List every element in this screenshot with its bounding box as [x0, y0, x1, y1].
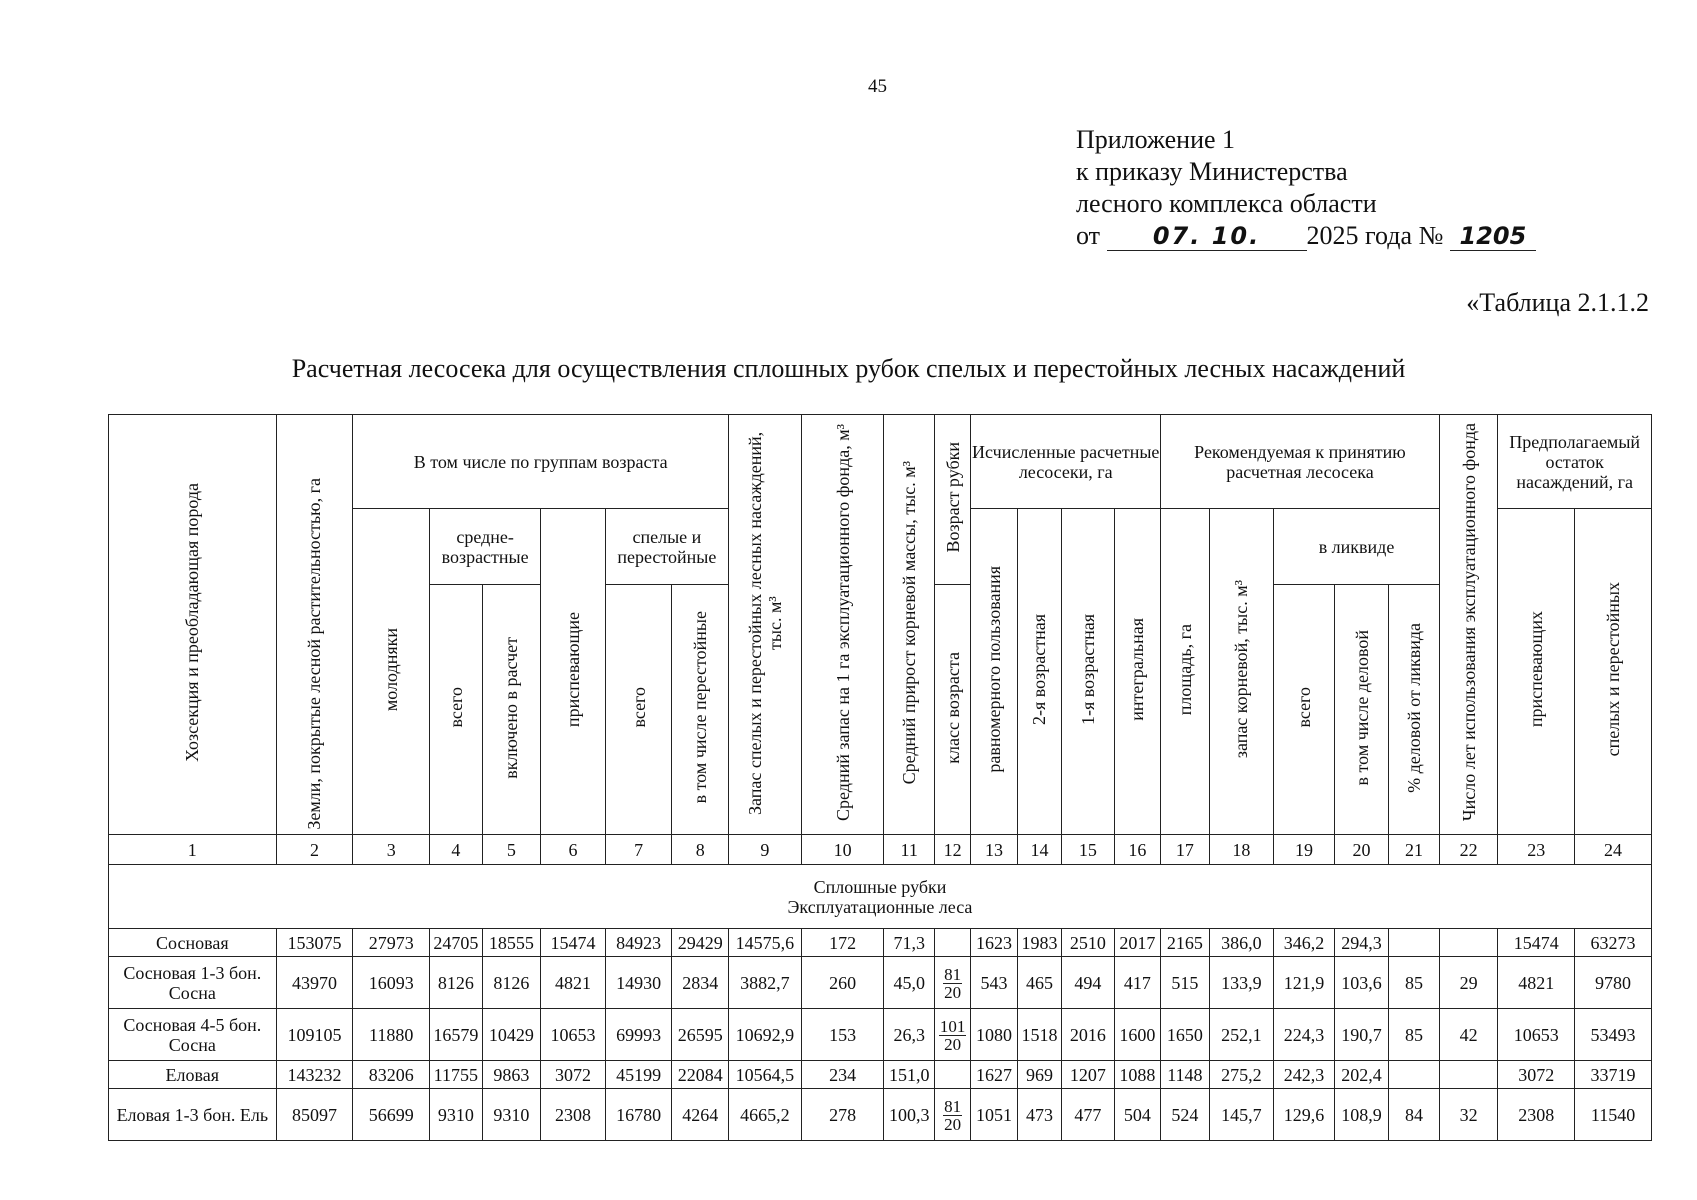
- table-cell: 477: [1062, 1089, 1115, 1141]
- table-cell: [1389, 1061, 1439, 1089]
- column-number: 22: [1439, 835, 1498, 865]
- column-number: 6: [541, 835, 606, 865]
- column-number: 21: [1389, 835, 1439, 865]
- page-number: 45: [868, 76, 887, 97]
- table-cell: 11880: [353, 1009, 430, 1061]
- column-number: 4: [430, 835, 483, 865]
- table-cell: 1600: [1114, 1009, 1160, 1061]
- table-row: [109, 957, 1652, 1009]
- row-name: Сосновая 1-3 бон. Сосна: [109, 957, 277, 1009]
- table-cell: [1439, 929, 1498, 957]
- col-header-20: в том числе деловой: [1334, 585, 1389, 835]
- column-number: 13: [971, 835, 1017, 865]
- column-number: 14: [1017, 835, 1061, 865]
- table-cell: 494: [1062, 957, 1115, 1009]
- col-header-16: интегральная: [1114, 509, 1160, 835]
- table-cell: 14930: [605, 957, 672, 1009]
- table-cell: 133,9: [1209, 957, 1274, 1009]
- table-cell: 10429: [482, 1009, 541, 1061]
- table-cell: 16579: [430, 1009, 483, 1061]
- appendix-block: [1076, 124, 1536, 252]
- age-fraction-top: 81: [944, 965, 962, 984]
- table-cell: 22084: [672, 1061, 729, 1089]
- section-row: [109, 865, 1652, 929]
- age-class-cell: [934, 1089, 970, 1141]
- table-cell: 15474: [541, 929, 606, 957]
- table-cell: 1051: [971, 1089, 1017, 1141]
- table-cell: 543: [971, 957, 1017, 1009]
- table-cell: 84923: [605, 929, 672, 957]
- table-cell: 108,9: [1334, 1089, 1389, 1141]
- table-cell: [1389, 929, 1439, 957]
- age-fraction-bottom: 20: [944, 1115, 962, 1134]
- column-number: 20: [1334, 835, 1389, 865]
- col-header-6: приспевающие: [541, 509, 606, 835]
- table-cell: 10564,5: [729, 1061, 802, 1089]
- age-class-cell: [934, 1061, 970, 1089]
- table-cell: 465: [1017, 957, 1061, 1009]
- table-cell: 252,1: [1209, 1009, 1274, 1061]
- table-cell: 45,0: [884, 957, 934, 1009]
- table-cell: 45199: [605, 1061, 672, 1089]
- table-cell: 11755: [430, 1061, 483, 1089]
- table-cell: 11540: [1575, 1089, 1652, 1141]
- table-cell: 85: [1389, 1009, 1439, 1061]
- table-cell: 4821: [1498, 957, 1575, 1009]
- column-number: 19: [1274, 835, 1335, 865]
- table-cell: 151,0: [884, 1061, 934, 1089]
- row-name: Сосновая: [109, 929, 277, 957]
- header-cut-age: Возраст рубки: [934, 415, 970, 585]
- table-cell: 16780: [605, 1089, 672, 1141]
- col-header-3: молодняки: [353, 509, 430, 835]
- column-number: 10: [801, 835, 884, 865]
- column-number-row: [109, 835, 1652, 865]
- col-header-21: % деловой от ликвида: [1389, 585, 1439, 835]
- table-row: [109, 1089, 1652, 1141]
- row-name: Еловая: [109, 1061, 277, 1089]
- table-cell: 43970: [276, 957, 353, 1009]
- column-number: 7: [605, 835, 672, 865]
- table-cell: 1650: [1161, 1009, 1209, 1061]
- section-line-2: Эксплуатационные леса: [787, 896, 973, 917]
- col-header-18: запас корневой, тыс. м³: [1209, 509, 1274, 835]
- table-cell: 9310: [482, 1089, 541, 1141]
- table-cell: 4264: [672, 1089, 729, 1141]
- table-cell: 1148: [1161, 1061, 1209, 1089]
- table-cell: 172: [801, 929, 884, 957]
- table-cell: 27973: [353, 929, 430, 957]
- table-cell: 2308: [1498, 1089, 1575, 1141]
- table-cell: 1627: [971, 1061, 1017, 1089]
- table-cell: 153: [801, 1009, 884, 1061]
- table-cell: 224,3: [1274, 1009, 1335, 1061]
- age-fraction-bottom: 20: [944, 983, 962, 1002]
- row-name: Еловая 1-3 бон. Ель: [109, 1089, 277, 1141]
- table-cell: 8126: [430, 957, 483, 1009]
- age-class-cell: [934, 1009, 970, 1061]
- table-cell: 3072: [1498, 1061, 1575, 1089]
- table-cell: 515: [1161, 957, 1209, 1009]
- table-cell: 153075: [276, 929, 353, 957]
- table-cell: 242,3: [1274, 1061, 1335, 1089]
- table-cell: 33719: [1575, 1061, 1652, 1089]
- table-cell: 71,3: [884, 929, 934, 957]
- table-cell: 84: [1389, 1089, 1439, 1141]
- table-cell: 346,2: [1274, 929, 1335, 957]
- table-cell: 56699: [353, 1089, 430, 1141]
- table-row: [109, 929, 1652, 957]
- table-cell: 969: [1017, 1061, 1061, 1089]
- table-cell: 190,7: [1334, 1009, 1389, 1061]
- table-cell: 1623: [971, 929, 1017, 957]
- table-cell: 121,9: [1274, 957, 1335, 1009]
- document-title: Расчетная лесосека для осуществления сплошных рубок спелых и перестойных лесных насаждений: [291, 354, 1406, 383]
- table-cell: 2017: [1114, 929, 1160, 957]
- table-cell: 278: [801, 1089, 884, 1141]
- column-number: 8: [672, 835, 729, 865]
- table-cell: 63273: [1575, 929, 1652, 957]
- table-cell: 85097: [276, 1089, 353, 1141]
- table-cell: 2016: [1062, 1009, 1115, 1061]
- col-header-14: 2-я возрастная: [1017, 509, 1061, 835]
- table-cell: 9780: [1575, 957, 1652, 1009]
- age-class-cell: [934, 957, 970, 1009]
- table-cell: 9310: [430, 1089, 483, 1141]
- table-cell: 1080: [971, 1009, 1017, 1061]
- column-number: 16: [1114, 835, 1160, 865]
- table-cell: 1207: [1062, 1061, 1115, 1089]
- table-cell: 386,0: [1209, 929, 1274, 957]
- column-number: 1: [109, 835, 277, 865]
- column-number: 9: [729, 835, 802, 865]
- table-cell: 18555: [482, 929, 541, 957]
- appendix-line-3: лесного комплекса области: [1076, 189, 1377, 218]
- header-calculated: Исчисленные расчетные лесосеки, га: [971, 415, 1161, 509]
- table-row: [109, 1009, 1652, 1061]
- appendix-line-4: [1076, 220, 1536, 252]
- forest-table: [108, 414, 1652, 1141]
- table-reference: «Таблица 2.1.1.2: [1466, 288, 1649, 317]
- table-cell: 129,6: [1274, 1089, 1335, 1141]
- table-cell: 145,7: [1209, 1089, 1274, 1141]
- table-cell: 85: [1389, 957, 1439, 1009]
- col-header-8: в том числе перестойные: [672, 585, 729, 835]
- table-cell: 473: [1017, 1089, 1061, 1141]
- table-cell: 294,3: [1334, 929, 1389, 957]
- section-heading: [109, 865, 1652, 929]
- col-header-23: приспевающих: [1498, 509, 1575, 835]
- appendix-prefix: от: [1076, 221, 1101, 250]
- table-cell: 417: [1114, 957, 1160, 1009]
- appendix-line-1: Приложение 1: [1076, 125, 1236, 154]
- table-cell: 524: [1161, 1089, 1209, 1141]
- section-line-1: Сплошные рубки: [813, 876, 947, 897]
- header-mature: спелые и перестойные: [605, 509, 728, 585]
- table-cell: 3072: [541, 1061, 606, 1089]
- column-number: 5: [482, 835, 541, 865]
- table-cell: 260: [801, 957, 884, 1009]
- col-header-4: всего: [430, 585, 483, 835]
- table-cell: 2165: [1161, 929, 1209, 957]
- table-cell: 143232: [276, 1061, 353, 1089]
- col-header-19: всего: [1274, 585, 1335, 835]
- table-cell: 8126: [482, 957, 541, 1009]
- header-liquid: в ликвиде: [1274, 509, 1440, 585]
- table-cell: 1518: [1017, 1009, 1061, 1061]
- col-header-24: спелых и перестойных: [1575, 509, 1652, 835]
- age-fraction-top: 81: [944, 1097, 962, 1116]
- table-cell: 10653: [541, 1009, 606, 1061]
- column-number: 15: [1062, 835, 1115, 865]
- table-cell: 109105: [276, 1009, 353, 1061]
- column-number: 17: [1161, 835, 1209, 865]
- age-class-cell: [934, 929, 970, 957]
- header-middle-aged: средне-возрастные: [430, 509, 541, 585]
- column-number: 11: [884, 835, 934, 865]
- table-cell: 10653: [1498, 1009, 1575, 1061]
- column-number: 12: [934, 835, 970, 865]
- col-header-10: Средний запас на 1 га эксплуатационного фонда, м³: [801, 415, 884, 835]
- table-cell: 1983: [1017, 929, 1061, 957]
- column-number: 18: [1209, 835, 1274, 865]
- table-cell: 2834: [672, 957, 729, 1009]
- table-cell: 4821: [541, 957, 606, 1009]
- col-header-2: Земли, покрытые лесной растительностью, га: [276, 415, 353, 835]
- table-cell: 9863: [482, 1061, 541, 1089]
- header-remaining: Предполагаемый остаток насаждений, га: [1498, 415, 1652, 509]
- table-cell: 1088: [1114, 1061, 1160, 1089]
- age-fraction: [943, 966, 962, 1001]
- header-age-groups: В том числе по группам возраста: [353, 415, 729, 509]
- table-cell: 2308: [541, 1089, 606, 1141]
- table-cell: 103,6: [1334, 957, 1389, 1009]
- table-cell: 100,3: [884, 1089, 934, 1141]
- handwritten-date: 07. 10.: [1107, 222, 1307, 251]
- appendix-year: 2025 года №: [1306, 221, 1444, 250]
- table-cell: 504: [1114, 1089, 1160, 1141]
- col-header-5: включено в расчет: [482, 585, 541, 835]
- col-header-13: равномерного пользования: [971, 509, 1017, 835]
- col-header-7: всего: [605, 585, 672, 835]
- table-cell: 275,2: [1209, 1061, 1274, 1089]
- table-cell: 16093: [353, 957, 430, 1009]
- table-cell: 26,3: [884, 1009, 934, 1061]
- table-cell: 29: [1439, 957, 1498, 1009]
- table-cell: 4665,2: [729, 1089, 802, 1141]
- table-cell: 3882,7: [729, 957, 802, 1009]
- table-row: [109, 1061, 1652, 1089]
- table-cell: 53493: [1575, 1009, 1652, 1061]
- column-number: 23: [1498, 835, 1575, 865]
- col-header-17: площадь, га: [1161, 509, 1209, 835]
- col-header-12: класс возраста: [934, 585, 970, 835]
- col-header-22: Число лет использования эксплуатационного фонда: [1439, 415, 1498, 835]
- table-cell: 69993: [605, 1009, 672, 1061]
- table-cell: 234: [801, 1061, 884, 1089]
- table-cell: 14575,6: [729, 929, 802, 957]
- table-cell: [1439, 1061, 1498, 1089]
- col-header-1: Хозсекция и преобладающая порода: [109, 415, 277, 835]
- col-header-15: 1-я возрастная: [1062, 509, 1115, 835]
- table-cell: 42: [1439, 1009, 1498, 1061]
- header-recommended: Рекомендуемая к принятию расчетная лесосека: [1161, 415, 1440, 509]
- table-cell: 24705: [430, 929, 483, 957]
- appendix-line-2: к приказу Министерства: [1076, 157, 1348, 186]
- table-cell: 2510: [1062, 929, 1115, 957]
- row-name: Сосновая 4-5 бон. Сосна: [109, 1009, 277, 1061]
- table-cell: 26595: [672, 1009, 729, 1061]
- age-fraction: [943, 1098, 962, 1133]
- column-number: 24: [1575, 835, 1652, 865]
- column-number: 2: [276, 835, 353, 865]
- table-cell: 83206: [353, 1061, 430, 1089]
- col-header-11: Средний прирост корневой массы, тыс. м³: [884, 415, 934, 835]
- table-cell: 32: [1439, 1089, 1498, 1141]
- age-fraction-bottom: 20: [944, 1035, 962, 1054]
- age-fraction: [939, 1018, 967, 1053]
- table-cell: 10692,9: [729, 1009, 802, 1061]
- table-cell: 29429: [672, 929, 729, 957]
- age-fraction-top: 101: [939, 1017, 966, 1036]
- table-cell: 202,4: [1334, 1061, 1389, 1089]
- table-cell: 15474: [1498, 929, 1575, 957]
- handwritten-order-number: 1205: [1450, 222, 1536, 251]
- col-header-9: Запас спелых и перестойных лесных насаждений, тыс. м³: [729, 415, 802, 835]
- column-number: 3: [353, 835, 430, 865]
